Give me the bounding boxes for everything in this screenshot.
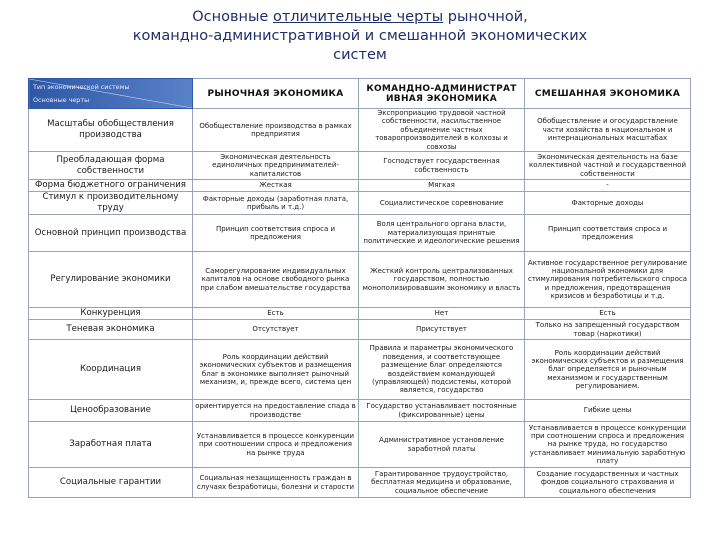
title-line-1: Основные отличительные черты рыночной,: [192, 9, 528, 25]
comparison-table: [28, 78, 691, 498]
cell-command: Экспроприацию трудовой частной собственности, насильственное объединение частных товаропроизводителей в колхозы и совхозы: [359, 109, 525, 152]
cell-command: Нет: [359, 308, 525, 320]
title-line-2: командно-административной и смешанной экономических: [132, 28, 588, 44]
cell-market: Социальная незащищенность граждан в случаях безработицы, болезни и старости: [193, 468, 359, 498]
table-row: [29, 192, 691, 215]
cell-mixed: -: [525, 180, 691, 192]
cell-market: Принцип соответствия спроса и предложения: [193, 215, 359, 252]
cell-market: Факторные доходы (заработная плата, прибыль и т.д.): [193, 192, 359, 215]
header-market-economy: РЫНОЧНАЯ ЭКОНОМИКА: [193, 79, 359, 109]
cell-market: ориентируется на предоставление спада в производстве: [193, 400, 359, 422]
table-row: [29, 320, 691, 340]
header-row: [29, 79, 691, 109]
row-feature: Теневая экономика: [29, 320, 193, 340]
header-command-economy: КОМАНДНО-АДМИНИСТРАТ ИВНАЯ ЭКОНОМИКА: [359, 79, 525, 109]
cell-command: Мягкая: [359, 180, 525, 192]
cell-command: Государство устанавливает постоянные (фиксированные) цены: [359, 400, 525, 422]
cell-command: Административное установление заработной платы: [359, 422, 525, 468]
cell-market: Саморегулирование индивидуальных капиталов на основе свободного рынка при слабом вмешательстве государства: [193, 252, 359, 308]
cell-mixed: Создание государственных и частных фондов социального страхования и социального обеспечения: [525, 468, 691, 498]
row-feature: Ценообразование: [29, 400, 193, 422]
cell-market: Экономическая деятельность единоличных предпринимателей-капиталистов: [193, 152, 359, 180]
row-feature: Масштабы обобществления производства: [29, 109, 193, 152]
cell-command: Жесткий контроль централизованных государством, полностью монополизировавшим экономику и власть: [359, 252, 525, 308]
title-underlined: отличительные черты: [272, 9, 444, 25]
cell-mixed: Принцип соответствия спроса и предложения: [525, 215, 691, 252]
header-corner: [29, 79, 193, 109]
cell-mixed: Устанавливается в процессе конкуренции при соотношении спроса и предложения на рынке труда, но государство устанавливает минимальную заработную плату: [525, 422, 691, 468]
cell-command: Гарантированное трудоустройство, бесплатная медицина и образование, социальное обеспечение: [359, 468, 525, 498]
cell-mixed: Обобществление и огосударствление части хозяйства в национальном и интернациональных масштабах: [525, 109, 691, 152]
row-feature: Заработная плата: [29, 422, 193, 468]
table-row: [29, 308, 691, 320]
table-row: [29, 252, 691, 308]
row-feature: Регулирование экономики: [29, 252, 193, 308]
cell-command: Социалистическое соревнование: [359, 192, 525, 215]
cell-mixed: Роль координации действий экономических субъектов и размещения благ определяется и рыночным механизмом и государственным регулированием.: [525, 340, 691, 400]
table-row: [29, 468, 691, 498]
cell-mixed: Есть: [525, 308, 691, 320]
cell-market: Обобществление производства в рамках предприятия: [193, 109, 359, 152]
table-row: [29, 109, 691, 152]
table-row: [29, 422, 691, 468]
table-row: [29, 340, 691, 400]
cell-mixed: Гибкие цены: [525, 400, 691, 422]
table-row: [29, 180, 691, 192]
table-row: [29, 215, 691, 252]
cell-mixed: Экономическая деятельность на базе коллективной частной и государственной собственности: [525, 152, 691, 180]
cell-command: Воля центрального органа власти, материализующая принятые политические и идеологические решения: [359, 215, 525, 252]
cell-market: Отсутствует: [193, 320, 359, 340]
cell-command: Правила и параметры экономического поведения, и соответствующее размещение благ определяются воздействием командующей (управляющей) подсистемы, которой является, государство: [359, 340, 525, 400]
header-mixed-economy: СМЕШАННАЯ ЭКОНОМИКА: [525, 79, 691, 109]
cell-command: Господствует государственная собственность: [359, 152, 525, 180]
row-feature: Социальные гарантии: [29, 468, 193, 498]
row-feature: Стимул к производительному труду: [29, 192, 193, 215]
table-row: [29, 152, 691, 180]
slide-title: [0, 8, 720, 65]
cell-mixed: Только на запрещенный государством товар (наркотики): [525, 320, 691, 340]
cell-command: Присутствует: [359, 320, 525, 340]
table-row: [29, 400, 691, 422]
corner-label-system-type: Тип экономической системы: [33, 83, 130, 91]
row-feature: Преобладающая форма собственности: [29, 152, 193, 180]
row-feature: Форма бюджетного ограничения: [29, 180, 193, 192]
cell-mixed: Факторные доходы: [525, 192, 691, 215]
cell-mixed: Активное государственное регулирование национальной экономики для стимулирования потребительского спроса и предложения, предотвращения кризисов и безработицы и т.д.: [525, 252, 691, 308]
row-feature: Конкуренция: [29, 308, 193, 320]
row-feature: Основной принцип производства: [29, 215, 193, 252]
cell-market: Жесткая: [193, 180, 359, 192]
cell-market: Устанавливается в процессе конкуренции при соотношении спроса и предложения на рынке труда: [193, 422, 359, 468]
cell-market: Роль координации действий экономических субъектов и размещения благ в экономике выполняет рыночный механизм, и, прежде всего, система цен: [193, 340, 359, 400]
cell-market: Есть: [193, 308, 359, 320]
title-line-3: систем: [333, 47, 387, 63]
row-feature: Координация: [29, 340, 193, 400]
corner-label-features: Основные черты: [33, 96, 90, 104]
